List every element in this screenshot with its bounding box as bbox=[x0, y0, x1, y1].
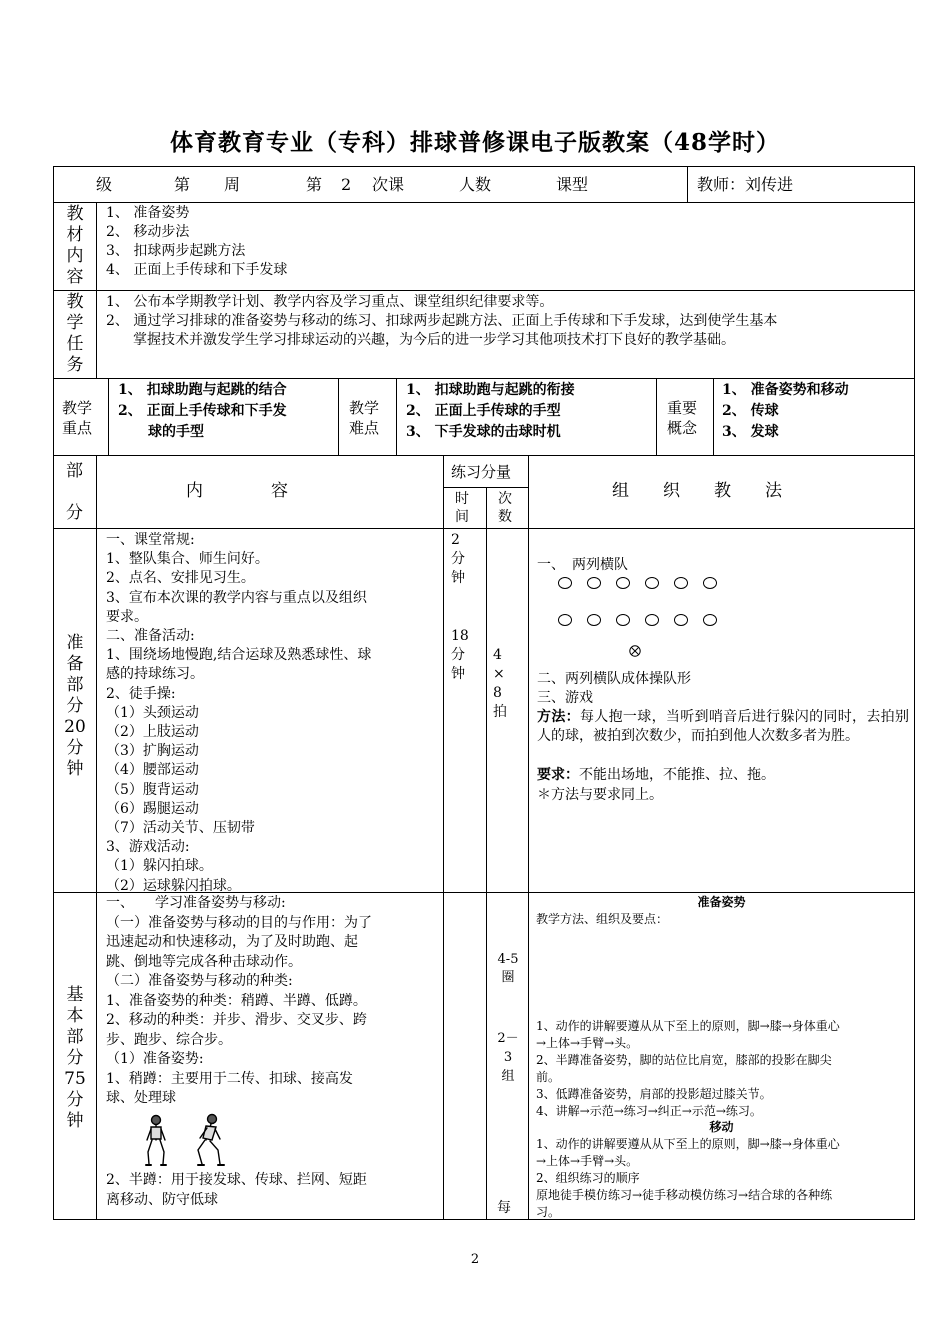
practice-header: 练习分量 bbox=[451, 463, 512, 481]
jiaocai-item-2: 2、 移动步法 bbox=[106, 224, 190, 240]
page-title: 体育教育专业（专科）排球普修课电子版教案（48学时） bbox=[169, 129, 780, 156]
nandian-item-3: 3、 下手发球的击球时机 bbox=[406, 424, 561, 440]
method-intro: 教学方法、组织及要点： bbox=[536, 912, 669, 926]
formation-title: 一、 两列横队 bbox=[537, 557, 628, 573]
basic-content-2: 2、半蹲：用于接发球、传球、拦网、短距 离移动、防守低球 bbox=[106, 1172, 367, 1208]
renwu-item-1: 1、 公布本学期教学计划、教学内容及学习重点、课堂组织纪律要求等。 bbox=[106, 294, 554, 310]
student-marker bbox=[645, 577, 659, 589]
zhongdian-item-1: 1、 扣球助跑与起跳的结合 bbox=[118, 382, 287, 398]
gainian-item-3: 3、 发球 bbox=[722, 424, 779, 440]
game-method: 方法：每人抱一球，当听到哨音后进行躲闪的同时，去拍别人的球，被拍到次数少，而拍到他人次数多者为胜。 bbox=[537, 709, 910, 744]
method-line-1: 二、两列横队成体操队形 bbox=[537, 671, 691, 687]
jiaocai-item-3: 3、 扣球两步起跳方法 bbox=[106, 243, 246, 259]
gainian-item-1: 1、 准备姿势和移动 bbox=[722, 382, 849, 398]
part-label-bottom: 分 bbox=[66, 503, 83, 523]
teacher-marker-icon bbox=[629, 645, 641, 657]
part-label-top: 部 bbox=[66, 461, 83, 481]
renwu-item-2-cont: 掌握技术并激发学生学习排球运动的兴趣，为今后的进一步学习其他项技术打下良好的教学基础。 bbox=[133, 332, 735, 348]
prep-part-label: 准 备 部 分 20 分 钟 bbox=[64, 633, 86, 779]
student-marker bbox=[587, 614, 601, 626]
student-marker bbox=[558, 614, 572, 626]
course-type-label: 课型 bbox=[556, 175, 589, 194]
renwu-item-2: 2、 通过学习排球的准备姿势与移动的练习、扣球两步起跳方法、正面上手传球和下手发球，达到使学生基本 bbox=[106, 313, 778, 329]
zhongdian-label: 教学 重点 bbox=[62, 399, 93, 437]
jiaocai-item-4: 4、 正面上手传球和下手发球 bbox=[106, 262, 288, 278]
method-title-stance: 准备姿势 bbox=[697, 895, 746, 909]
table-border bbox=[53, 166, 915, 167]
student-marker bbox=[616, 614, 630, 626]
student-marker bbox=[703, 614, 717, 626]
jiaocai-item-1: 1、 准备姿势 bbox=[106, 205, 190, 221]
lesson-prefix: 第 bbox=[306, 175, 323, 194]
grade-label: 级 bbox=[96, 175, 113, 194]
gainian-item-2: 2、 传球 bbox=[722, 403, 779, 419]
method-list-stance: 1、动作的讲解要遵从从下至上的原则，脚→膝→身体重心 →上体→手臂→头。 2、半蹲准备姿势，脚的站位比肩宽，膝部的投影在脚尖 前。 3、低蹲准备姿势，肩部的投影超过膝关节。 4、讲解→示范→练习→纠正→示范→练习。 bbox=[536, 1019, 840, 1118]
basic-content: 一、 学习准备姿势与移动: （一）准备姿势与移动的目的与作用：为了 迅速起动和快速移动，为了及时助跑、起 跳、倒地等完成各种击球动作。 （二）准备姿势与移动的种类: 1、准备姿势的种类：稍蹲、半蹲、低蹲。 2、移动的种类：并步、滑步、交叉步、跨 步、跑步、综合步。 （1）准备姿势: 1、稍蹲：主要用于二传、扣球、接高发 球、处理球 bbox=[106, 895, 372, 1106]
page-number: 2 bbox=[470, 1252, 480, 1267]
prep-time-1: 2 分 钟 bbox=[451, 532, 465, 586]
method-note: ＊方法与要求同上。 bbox=[537, 787, 663, 803]
gainian-label: 重要 概念 bbox=[667, 399, 698, 437]
prep-content: 一、课堂常规: 1、整队集合、师生问好。 2、点名、安排见习生。 3、宣布本次课的教学内容与重点以及组织 要求。 二、准备活动: 1、围绕场地慢跑,结合运球及熟悉球性、球 感的持球练习。 2、徒手操: （1）头颈运动 （2）上肢运动 （3）扩胸运动 （4）腰部运动 （5）腹背运动 （6）踢腿运动 （7）活动关节、压韧带 3、游戏活动: （1）躲闪拍球。 （2）运球躲闪拍球。 bbox=[106, 532, 372, 894]
jiaocai-label: 教 材 内 容 bbox=[66, 204, 84, 287]
basic-count-1: 4-5 圈 bbox=[497, 952, 519, 985]
nandian-label: 教学 难点 bbox=[349, 399, 380, 437]
renwu-label: 教 学 任 务 bbox=[66, 292, 84, 375]
week-prefix: 第 bbox=[174, 175, 191, 194]
method-title-move: 移动 bbox=[709, 1120, 734, 1134]
ready-stance-illustration bbox=[140, 1112, 230, 1170]
teacher-name: 教师：刘传进 bbox=[697, 175, 794, 194]
prep-count: 4 × 8 拍 bbox=[493, 647, 507, 720]
nandian-item-1: 1、 扣球助跑与起跳的衔接 bbox=[406, 382, 575, 398]
student-marker bbox=[587, 577, 601, 589]
nandian-item-2: 2、 正面上手传球的手型 bbox=[406, 403, 561, 419]
basic-part-label: 基 本 部 分 75 分 钟 bbox=[64, 985, 86, 1131]
basic-count-2: 2－ 3 组 bbox=[497, 1031, 519, 1084]
student-marker bbox=[703, 577, 717, 589]
time-header: 时 间 bbox=[455, 491, 469, 525]
method-line-2: 三、游戏 bbox=[537, 690, 593, 706]
prep-time-2: 18 分 钟 bbox=[451, 628, 469, 682]
student-marker bbox=[616, 577, 630, 589]
zhongdian-item-2: 2、 正面上手传球和下手发 bbox=[118, 403, 287, 419]
game-requirement: 要求：不能出场地，不能推、拉、拖。 bbox=[537, 767, 775, 783]
lesson-number: 2 bbox=[341, 175, 352, 194]
student-marker bbox=[645, 614, 659, 626]
week-label: 周 bbox=[224, 175, 241, 194]
student-marker bbox=[558, 577, 572, 589]
content-header: 内 容 bbox=[186, 481, 288, 501]
basic-count-3: 每 bbox=[497, 1200, 511, 1216]
method-header: 组 织 教 法 bbox=[612, 481, 782, 501]
lesson-suffix: 次课 bbox=[372, 175, 405, 194]
method-list-move: 1、动作的讲解要遵从从下至上的原则，脚→膝→身体重心 →上体→手臂→头。 2、组织练习的顺序 原地徒手模仿练习→徒手移动模仿练习→结合球的各种练 习。 bbox=[536, 1137, 840, 1219]
zhongdian-item-2-cont: 球的手型 bbox=[148, 424, 204, 440]
student-marker bbox=[674, 614, 688, 626]
people-label: 人数 bbox=[459, 175, 492, 194]
count-header: 次 数 bbox=[498, 491, 512, 525]
student-marker bbox=[674, 577, 688, 589]
